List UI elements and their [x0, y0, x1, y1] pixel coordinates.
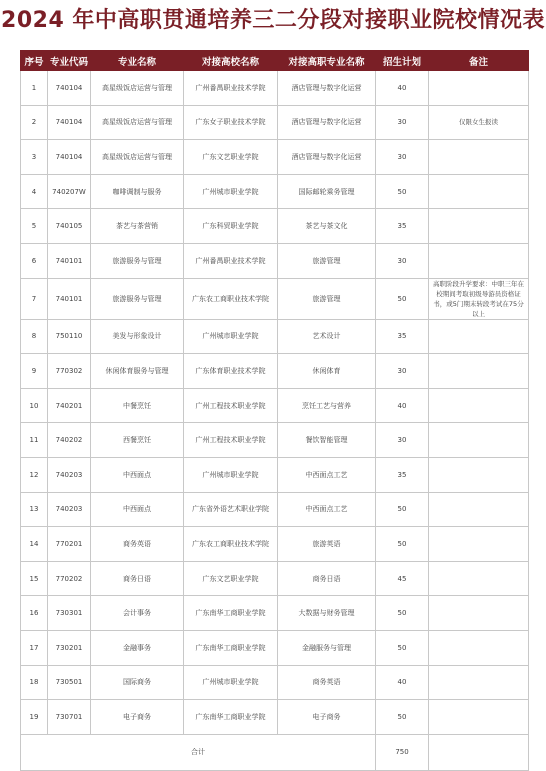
cell-no: 2	[21, 105, 48, 140]
cell-school: 广州城市职业学院	[184, 174, 278, 209]
table-row	[21, 319, 529, 354]
cell-plan: 30	[376, 105, 429, 140]
header-no: 序号	[21, 51, 48, 71]
cell-plan: 30	[376, 354, 429, 389]
cell-plan: 40	[376, 71, 429, 106]
cell-plan: 50	[376, 278, 429, 319]
cell-code: 750110	[48, 319, 91, 354]
cell-plan: 50	[376, 596, 429, 631]
admissions-table	[20, 50, 529, 771]
cell-note	[429, 630, 529, 665]
cell-school: 广东文艺职业学院	[184, 561, 278, 596]
cell-major: 西餐烹饪	[91, 423, 184, 458]
table-row	[21, 596, 529, 631]
cell-code: 740104	[48, 71, 91, 106]
cell-higher-major: 茶艺与茶文化	[278, 209, 376, 244]
cell-no: 5	[21, 209, 48, 244]
cell-note	[429, 71, 529, 106]
header-note: 备注	[429, 51, 529, 71]
cell-major: 中餐烹饪	[91, 388, 184, 423]
cell-major: 国际商务	[91, 665, 184, 700]
cell-no: 6	[21, 243, 48, 278]
page-title: 2024 年中高职贯通培养三二分段对接职业院校情况表	[1, 8, 545, 33]
cell-major: 咖啡调制与服务	[91, 174, 184, 209]
cell-major: 旅游服务与管理	[91, 243, 184, 278]
cell-school: 广州城市职业学院	[184, 665, 278, 700]
table-header-row	[21, 51, 529, 71]
cell-no: 8	[21, 319, 48, 354]
cell-major: 高星级饭店运营与管理	[91, 105, 184, 140]
cell-plan: 40	[376, 388, 429, 423]
cell-school: 广州番禺职业技术学院	[184, 243, 278, 278]
cell-higher-major: 酒店管理与数字化运营	[278, 71, 376, 106]
cell-code: 740104	[48, 105, 91, 140]
cell-higher-major: 休闲体育	[278, 354, 376, 389]
cell-code: 740105	[48, 209, 91, 244]
cell-major: 高星级饭店运营与管理	[91, 140, 184, 175]
table-body	[21, 71, 529, 771]
cell-higher-major: 电子商务	[278, 700, 376, 735]
total-row	[21, 734, 529, 770]
cell-code: 740201	[48, 388, 91, 423]
header-plan: 招生计划	[376, 51, 429, 71]
cell-no: 1	[21, 71, 48, 106]
cell-higher-major: 艺术设计	[278, 319, 376, 354]
cell-code: 740203	[48, 492, 91, 527]
cell-major: 中西面点	[91, 457, 184, 492]
table-row	[21, 527, 529, 562]
cell-code: 730701	[48, 700, 91, 735]
cell-major: 金融事务	[91, 630, 184, 665]
cell-higher-major: 旅游管理	[278, 243, 376, 278]
cell-code: 740104	[48, 140, 91, 175]
cell-no: 17	[21, 630, 48, 665]
cell-higher-major: 餐饮智能管理	[278, 423, 376, 458]
cell-code: 770201	[48, 527, 91, 562]
table-row	[21, 561, 529, 596]
cell-code: 730201	[48, 630, 91, 665]
cell-higher-major: 商务英语	[278, 665, 376, 700]
table-row	[21, 423, 529, 458]
cell-school: 广东南华工商职业学院	[184, 700, 278, 735]
cell-note: 仅限女生报读	[429, 105, 529, 140]
total-label: 合计	[21, 734, 376, 770]
cell-school: 广东农工商职业技术学院	[184, 278, 278, 319]
header-higher-major: 对接高职专业名称	[278, 51, 376, 71]
cell-major: 会计事务	[91, 596, 184, 631]
cell-no: 16	[21, 596, 48, 631]
cell-school: 广州城市职业学院	[184, 319, 278, 354]
cell-note	[429, 140, 529, 175]
cell-note	[429, 492, 529, 527]
cell-major: 商务日语	[91, 561, 184, 596]
cell-school: 广东省外语艺术职业学院	[184, 492, 278, 527]
cell-no: 12	[21, 457, 48, 492]
header-school: 对接高校名称	[184, 51, 278, 71]
cell-note	[429, 700, 529, 735]
table-row	[21, 457, 529, 492]
cell-note	[429, 561, 529, 596]
cell-note	[429, 243, 529, 278]
total-note	[429, 734, 529, 770]
table-row	[21, 140, 529, 175]
cell-no: 14	[21, 527, 48, 562]
header-code: 专业代码	[48, 51, 91, 71]
cell-note	[429, 388, 529, 423]
cell-code: 730501	[48, 665, 91, 700]
cell-major: 茶艺与茶营销	[91, 209, 184, 244]
cell-school: 广东文艺职业学院	[184, 140, 278, 175]
cell-school: 广东女子职业技术学院	[184, 105, 278, 140]
cell-no: 11	[21, 423, 48, 458]
table-row	[21, 243, 529, 278]
cell-plan: 35	[376, 319, 429, 354]
cell-major: 商务英语	[91, 527, 184, 562]
cell-plan: 35	[376, 457, 429, 492]
cell-higher-major: 旅游管理	[278, 278, 376, 319]
cell-school: 广州城市职业学院	[184, 457, 278, 492]
cell-note	[429, 527, 529, 562]
cell-major: 旅游服务与管理	[91, 278, 184, 319]
cell-note	[429, 457, 529, 492]
cell-plan: 45	[376, 561, 429, 596]
cell-higher-major: 旅游英语	[278, 527, 376, 562]
cell-plan: 30	[376, 243, 429, 278]
cell-higher-major: 中西面点工艺	[278, 492, 376, 527]
cell-school: 广东农工商职业技术学院	[184, 527, 278, 562]
cell-school: 广州工程技术职业学院	[184, 388, 278, 423]
cell-higher-major: 大数据与财务管理	[278, 596, 376, 631]
cell-no: 7	[21, 278, 48, 319]
total-plan: 750	[376, 734, 429, 770]
cell-school: 广州番禺职业技术学院	[184, 71, 278, 106]
table-row	[21, 492, 529, 527]
table-row	[21, 278, 529, 319]
cell-school: 广东南华工商职业学院	[184, 630, 278, 665]
cell-plan: 50	[376, 630, 429, 665]
table-row	[21, 630, 529, 665]
cell-note	[429, 354, 529, 389]
cell-no: 4	[21, 174, 48, 209]
cell-no: 19	[21, 700, 48, 735]
cell-code: 740203	[48, 457, 91, 492]
cell-code: 770302	[48, 354, 91, 389]
cell-major: 电子商务	[91, 700, 184, 735]
cell-major: 高星级饭店运营与管理	[91, 71, 184, 106]
cell-no: 3	[21, 140, 48, 175]
cell-higher-major: 金融服务与管理	[278, 630, 376, 665]
cell-school: 广东科贸职业学院	[184, 209, 278, 244]
cell-school: 广东体育职业技术学院	[184, 354, 278, 389]
cell-no: 10	[21, 388, 48, 423]
cell-code: 740207W	[48, 174, 91, 209]
cell-plan: 40	[376, 665, 429, 700]
table-row	[21, 665, 529, 700]
cell-note	[429, 209, 529, 244]
cell-plan: 50	[376, 492, 429, 527]
cell-plan: 50	[376, 527, 429, 562]
header-major: 专业名称	[91, 51, 184, 71]
cell-major: 中西面点	[91, 492, 184, 527]
cell-major: 美发与形象设计	[91, 319, 184, 354]
table-row	[21, 71, 529, 106]
cell-school: 广东南华工商职业学院	[184, 596, 278, 631]
cell-code: 740101	[48, 243, 91, 278]
cell-higher-major: 酒店管理与数字化运营	[278, 105, 376, 140]
cell-plan: 50	[376, 174, 429, 209]
cell-note	[429, 319, 529, 354]
cell-plan: 30	[376, 423, 429, 458]
cell-school: 广州工程技术职业学院	[184, 423, 278, 458]
cell-note	[429, 665, 529, 700]
cell-note	[429, 596, 529, 631]
cell-higher-major: 中西面点工艺	[278, 457, 376, 492]
cell-no: 9	[21, 354, 48, 389]
cell-code: 740101	[48, 278, 91, 319]
cell-no: 15	[21, 561, 48, 596]
table-row	[21, 700, 529, 735]
cell-higher-major: 商务日语	[278, 561, 376, 596]
cell-plan: 35	[376, 209, 429, 244]
cell-higher-major: 烹饪工艺与营养	[278, 388, 376, 423]
table-row	[21, 388, 529, 423]
cell-major: 休闲体育服务与管理	[91, 354, 184, 389]
cell-higher-major: 酒店管理与数字化运营	[278, 140, 376, 175]
table-row	[21, 209, 529, 244]
cell-note	[429, 423, 529, 458]
table-row	[21, 105, 529, 140]
table-row	[21, 354, 529, 389]
cell-note: 高职阶段升学要求：中职三年在校期间考取初级导游员资格证书，或5门期末转段考试在75分以上	[429, 278, 529, 319]
cell-higher-major: 国际邮轮乘务管理	[278, 174, 376, 209]
cell-plan: 50	[376, 700, 429, 735]
cell-code: 740202	[48, 423, 91, 458]
cell-code: 730301	[48, 596, 91, 631]
cell-plan: 30	[376, 140, 429, 175]
cell-note	[429, 174, 529, 209]
cell-no: 13	[21, 492, 48, 527]
table-row	[21, 174, 529, 209]
cell-no: 18	[21, 665, 48, 700]
cell-code: 770202	[48, 561, 91, 596]
